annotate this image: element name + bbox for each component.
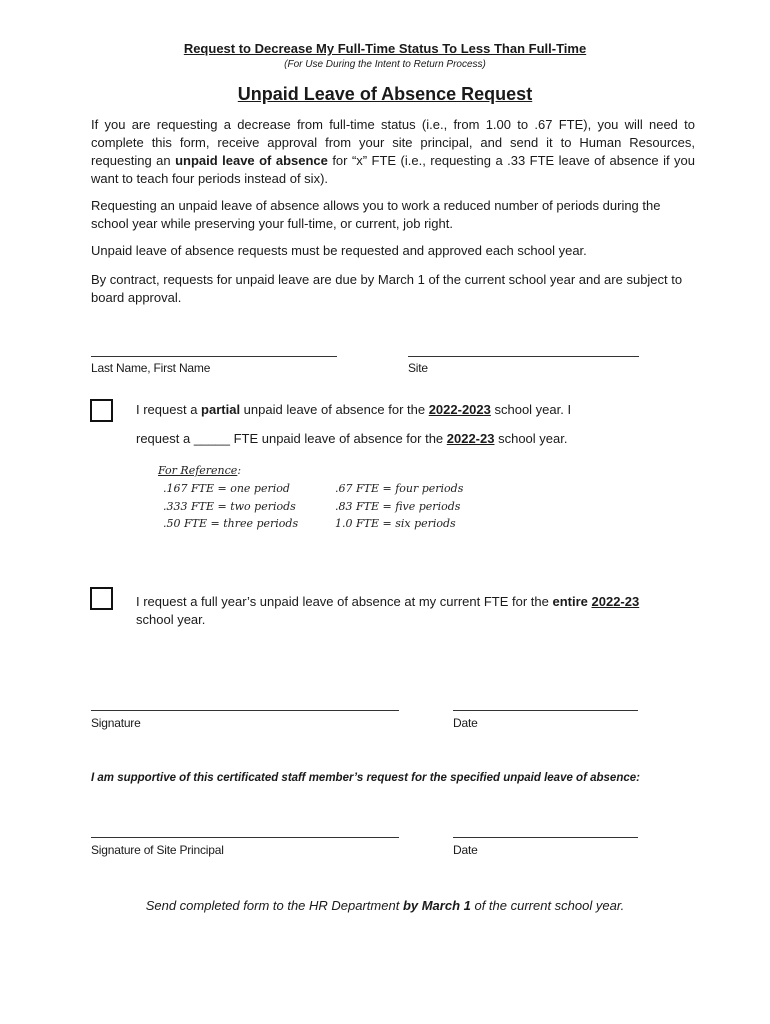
principal-date-field[interactable] <box>453 837 638 838</box>
form-subheading: (For Use During the Intent to Return Process) <box>284 59 486 70</box>
signature-label: Signature <box>91 716 141 730</box>
reference-item: 1.0 FTE = six periods <box>335 517 456 530</box>
full-leave-checkbox[interactable] <box>90 587 113 610</box>
reference-item: .333 FTE = two periods <box>163 499 296 513</box>
principal-date-label: Date <box>453 843 478 857</box>
signature-field[interactable] <box>91 710 399 711</box>
footer-instruction: Send completed form to the HR Department by March 1 of the current school year. <box>145 898 625 913</box>
site-field[interactable] <box>408 356 639 357</box>
partial-leave-checkbox[interactable] <box>90 399 113 422</box>
partial-leave-line-1: I request a partial unpaid leave of absence for the 2022-2023 school year. I <box>136 402 572 417</box>
intro-paragraph-2: Requesting an unpaid leave of absence allows you to work a reduced number of periods during the school year while preserving your full-time, or current, job right. <box>91 198 661 231</box>
date-label: Date <box>453 716 478 730</box>
intro-paragraph-4: By contract, requests for unpaid leave are due by March 1 of the current school year and are subject to board approval. <box>91 272 683 305</box>
reference-item: .167 FTE = one period <box>163 482 290 495</box>
principal-signature-field[interactable] <box>91 837 399 838</box>
reference-left-column <box>163 480 298 533</box>
intro-paragraph-3: Unpaid leave of absence requests must be requested and approved each school year. <box>91 243 587 258</box>
intro-paragraph-1: If you are requesting a decrease from full-time status (i.e., from 1.00 to .67 FTE), you will need to complete this form, receive approval from your site principal, and send it to Human Resources, requesting an unpaid leave of absence for “x” FTE (i.e., requesting a .33 FTE leave of absence if you want to teach four periods instead of six). <box>91 117 695 186</box>
reference-right-column <box>335 480 463 533</box>
name-label: Last Name, First Name <box>91 361 211 375</box>
reference-item: .67 FTE = four periods <box>335 482 464 495</box>
name-field[interactable] <box>91 356 337 357</box>
page-title: Unpaid Leave of Absence Request <box>237 84 533 104</box>
site-label: Site <box>408 361 428 375</box>
reference-item: .83 FTE = five periods <box>335 499 461 513</box>
reference-heading: For Reference: <box>158 464 242 477</box>
reference-item: .50 FTE = three periods <box>163 517 299 530</box>
partial-leave-line-2: request a _____ FTE unpaid leave of absence for the 2022-23 school year. <box>136 431 568 446</box>
principal-statement: I am supportive of this certificated staff member’s request for the specified unpaid leave of absence: <box>91 772 640 784</box>
full-leave-text: I request a full year’s unpaid leave of absence at my current FTE for the entire 2022-23 school year. <box>136 594 640 627</box>
date-field[interactable] <box>453 710 638 711</box>
form-heading: Request to Decrease My Full-Time Status To Less Than Full-Time <box>183 41 587 56</box>
principal-signature-label: Signature of Site Principal <box>91 843 224 857</box>
